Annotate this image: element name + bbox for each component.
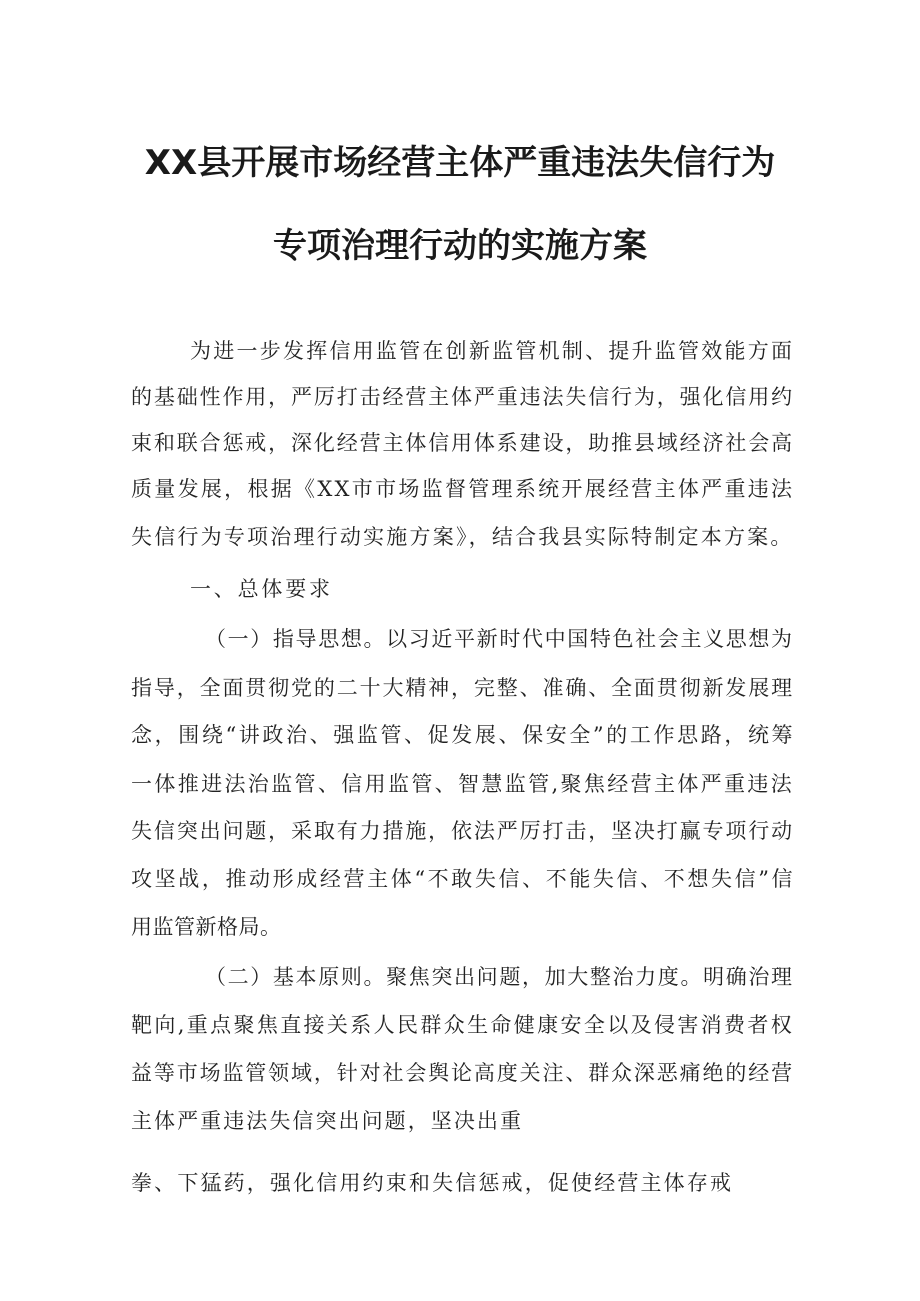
body-line: 攻坚战，推动形成经营主体“不敢失信、不能失信、不想失信”信 bbox=[131, 867, 796, 891]
body-line: （一）指导思想。以习近平新时代中国特色社会主义思想为 bbox=[205, 627, 794, 651]
body-line: 的基础性作用，严厉打击经营主体严重违法失信行为，强化信用约 bbox=[131, 385, 794, 409]
body-line: 指导，全面贯彻党的二十大精神，完整、准确、全面贯彻新发展理 bbox=[131, 676, 794, 700]
body-line: 主体严重违法失信突出问题，坚决出重 bbox=[131, 1109, 524, 1133]
body-line: 靶向,重点聚焦直接关系人民群众生命健康安全以及侵害消费者权 bbox=[131, 1013, 795, 1037]
body-line: 质量发展，根据《XX市市场监督管理系统开展经营主体严重违法 bbox=[131, 477, 795, 501]
body-line: 念，围绕“讲政治、强监管、促发展、保安全”的工作思路，统筹 bbox=[131, 723, 796, 747]
body-line: （二）基本原则。聚焦突出问题，加大整治力度。明确治理 bbox=[205, 965, 794, 989]
body-line: 失信突出问题，采取有力措施，依法严厉打击，坚决打赢专项行动 bbox=[131, 819, 794, 843]
document-title-line-2: 专项治理行动的实施方案 bbox=[273, 226, 647, 266]
body-line: 束和联合惩戒，深化经营主体信用体系建设，助推县域经济社会高 bbox=[131, 431, 794, 455]
body-line: 拳、下猛药，强化信用约束和失信惩戒，促使经营主体存戒 bbox=[131, 1171, 734, 1195]
body-line: 用监管新格局。 bbox=[131, 915, 282, 939]
body-line: 为进一步发挥信用监管在创新监管机制、提升监管效能方面 bbox=[190, 339, 795, 363]
document-title-line-1: XX县开展市场经营主体严重违法失信行为 bbox=[144, 143, 776, 183]
body-line: 失信行为专项治理行动实施方案》，结合我县实际特制定本方案。 bbox=[131, 525, 794, 549]
section-heading: 一、总体要求 bbox=[190, 577, 333, 601]
body-line: 一体推进法治监管、信用监管、智慧监管,聚焦经营主体严重违法 bbox=[131, 772, 795, 796]
body-line: 益等市场监管领域，针对社会舆论高度关注、群众深恶痛绝的经营 bbox=[131, 1061, 794, 1085]
